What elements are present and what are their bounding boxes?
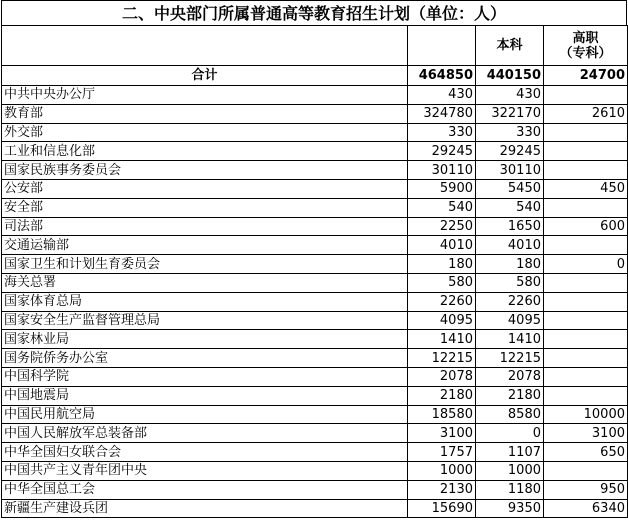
header-total bbox=[408, 26, 476, 66]
table-row bbox=[2, 480, 628, 499]
benke-cell: 180 bbox=[476, 255, 544, 274]
gaozhi-cell: 3100 bbox=[544, 424, 628, 443]
benke-cell: 1410 bbox=[476, 330, 544, 349]
dept-name-cell: 国家民族事务委员会 bbox=[2, 161, 408, 180]
dept-name-cell: 中华全国妇女联合会 bbox=[2, 443, 408, 462]
total-cell: 30110 bbox=[408, 161, 476, 180]
table-row bbox=[2, 273, 628, 292]
total-cell: 4010 bbox=[408, 236, 476, 255]
benke-cell: 1000 bbox=[476, 461, 544, 480]
dept-name-cell: 中共中央办公厅 bbox=[2, 86, 408, 105]
gaozhi-cell bbox=[544, 142, 628, 161]
total-cell: 5900 bbox=[408, 179, 476, 198]
total-cell: 324780 bbox=[408, 104, 476, 123]
table-row bbox=[2, 405, 628, 424]
table-row bbox=[2, 311, 628, 330]
total-row bbox=[2, 66, 628, 86]
table-row bbox=[2, 142, 628, 161]
gaozhi-cell bbox=[544, 349, 628, 368]
gaozhi-cell: 450 bbox=[544, 179, 628, 198]
table-row bbox=[2, 161, 628, 180]
enrollment-table bbox=[1, 25, 628, 518]
dept-name-cell: 外交部 bbox=[2, 123, 408, 142]
total-benke: 440150 bbox=[476, 66, 544, 86]
total-cell: 1000 bbox=[408, 461, 476, 480]
gaozhi-cell: 650 bbox=[544, 443, 628, 462]
benke-cell: 5450 bbox=[476, 179, 544, 198]
table-row bbox=[2, 236, 628, 255]
gaozhi-cell bbox=[544, 386, 628, 405]
total-cell: 2180 bbox=[408, 386, 476, 405]
benke-cell: 12215 bbox=[476, 349, 544, 368]
benke-cell: 1180 bbox=[476, 480, 544, 499]
total-cell: 540 bbox=[408, 198, 476, 217]
benke-cell: 9350 bbox=[476, 499, 544, 518]
dept-name-cell: 工业和信息化部 bbox=[2, 142, 408, 161]
table-row bbox=[2, 367, 628, 386]
dept-name-cell: 公安部 bbox=[2, 179, 408, 198]
header-row bbox=[2, 26, 628, 66]
total-cell: 1410 bbox=[408, 330, 476, 349]
table-row bbox=[2, 179, 628, 198]
benke-cell: 580 bbox=[476, 273, 544, 292]
table-row bbox=[2, 386, 628, 405]
dept-name-cell: 中国科学院 bbox=[2, 367, 408, 386]
dept-name-cell: 交通运输部 bbox=[2, 236, 408, 255]
header-benke: 本科 bbox=[476, 26, 544, 66]
dept-name-cell: 中国共产主义青年团中央 bbox=[2, 461, 408, 480]
gaozhi-cell bbox=[544, 86, 628, 105]
header-gaozhi bbox=[544, 26, 628, 66]
dept-name-cell: 海关总署 bbox=[2, 273, 408, 292]
dept-name-cell: 国家安全生产监督管理总局 bbox=[2, 311, 408, 330]
table-row bbox=[2, 499, 628, 518]
benke-cell: 1107 bbox=[476, 443, 544, 462]
table-row bbox=[2, 198, 628, 217]
total-cell: 1757 bbox=[408, 443, 476, 462]
dept-name-cell: 司法部 bbox=[2, 217, 408, 236]
total-cell: 18580 bbox=[408, 405, 476, 424]
gaozhi-cell bbox=[544, 330, 628, 349]
benke-cell: 2078 bbox=[476, 367, 544, 386]
dept-name-cell: 中国地震局 bbox=[2, 386, 408, 405]
benke-cell: 330 bbox=[476, 123, 544, 142]
gaozhi-cell: 600 bbox=[544, 217, 628, 236]
gaozhi-cell bbox=[544, 367, 628, 386]
table-row bbox=[2, 424, 628, 443]
total-label: 合计 bbox=[2, 66, 408, 86]
benke-cell: 30110 bbox=[476, 161, 544, 180]
benke-cell: 1650 bbox=[476, 217, 544, 236]
benke-cell: 322170 bbox=[476, 104, 544, 123]
gaozhi-cell bbox=[544, 311, 628, 330]
table-row bbox=[2, 349, 628, 368]
gaozhi-cell: 0 bbox=[544, 255, 628, 274]
gaozhi-cell bbox=[544, 236, 628, 255]
gaozhi-cell bbox=[544, 292, 628, 311]
total-cell: 12215 bbox=[408, 349, 476, 368]
gaozhi-cell bbox=[544, 198, 628, 217]
gaozhi-cell: 10000 bbox=[544, 405, 628, 424]
total-cell: 2250 bbox=[408, 217, 476, 236]
table-row bbox=[2, 330, 628, 349]
benke-cell: 0 bbox=[476, 424, 544, 443]
total-cell: 580 bbox=[408, 273, 476, 292]
dept-name-cell: 中国人民解放军总装备部 bbox=[2, 424, 408, 443]
table-row bbox=[2, 217, 628, 236]
benke-cell: 540 bbox=[476, 198, 544, 217]
spreadsheet bbox=[1, 0, 627, 518]
dept-name-cell: 新疆生产建设兵团 bbox=[2, 499, 408, 518]
total-cell: 15690 bbox=[408, 499, 476, 518]
benke-cell: 4095 bbox=[476, 311, 544, 330]
total-gaozhi: 24700 bbox=[544, 66, 628, 86]
gaozhi-cell bbox=[544, 273, 628, 292]
dept-name-cell: 国家林业局 bbox=[2, 330, 408, 349]
header-gaozhi-line1: 高职 bbox=[572, 30, 599, 46]
gaozhi-cell: 2610 bbox=[544, 104, 628, 123]
gaozhi-cell bbox=[544, 161, 628, 180]
gaozhi-cell bbox=[544, 461, 628, 480]
dept-name-cell: 中华全国总工会 bbox=[2, 480, 408, 499]
table-row bbox=[2, 443, 628, 462]
header-gaozhi-line2: （专科） bbox=[559, 45, 612, 61]
benke-cell: 29245 bbox=[476, 142, 544, 161]
total-sum: 464850 bbox=[408, 66, 476, 86]
dept-name-cell: 教育部 bbox=[2, 104, 408, 123]
table-row bbox=[2, 86, 628, 105]
benke-cell: 4010 bbox=[476, 236, 544, 255]
dept-name-cell: 中国民用航空局 bbox=[2, 405, 408, 424]
total-cell: 4095 bbox=[408, 311, 476, 330]
benke-cell: 430 bbox=[476, 86, 544, 105]
table-row bbox=[2, 461, 628, 480]
benke-cell: 2260 bbox=[476, 292, 544, 311]
dept-name-cell: 国家卫生和计划生育委员会 bbox=[2, 255, 408, 274]
total-cell: 2260 bbox=[408, 292, 476, 311]
total-cell: 330 bbox=[408, 123, 476, 142]
total-cell: 2078 bbox=[408, 367, 476, 386]
gaozhi-cell: 950 bbox=[544, 480, 628, 499]
dept-name-cell: 安全部 bbox=[2, 198, 408, 217]
gaozhi-cell bbox=[544, 123, 628, 142]
table-row bbox=[2, 292, 628, 311]
total-cell: 29245 bbox=[408, 142, 476, 161]
total-cell: 2130 bbox=[408, 480, 476, 499]
total-cell: 3100 bbox=[408, 424, 476, 443]
header-name bbox=[2, 26, 408, 66]
total-cell: 180 bbox=[408, 255, 476, 274]
total-cell: 430 bbox=[408, 86, 476, 105]
benke-cell: 8580 bbox=[476, 405, 544, 424]
benke-cell: 2180 bbox=[476, 386, 544, 405]
table-row bbox=[2, 255, 628, 274]
gaozhi-cell: 6340 bbox=[544, 499, 628, 518]
table-title: 二、中央部门所属普通高等教育招生计划（单位：人） bbox=[1, 0, 627, 25]
dept-name-cell: 国家体育总局 bbox=[2, 292, 408, 311]
dept-name-cell: 国务院侨务办公室 bbox=[2, 349, 408, 368]
table-row bbox=[2, 123, 628, 142]
table-row bbox=[2, 104, 628, 123]
